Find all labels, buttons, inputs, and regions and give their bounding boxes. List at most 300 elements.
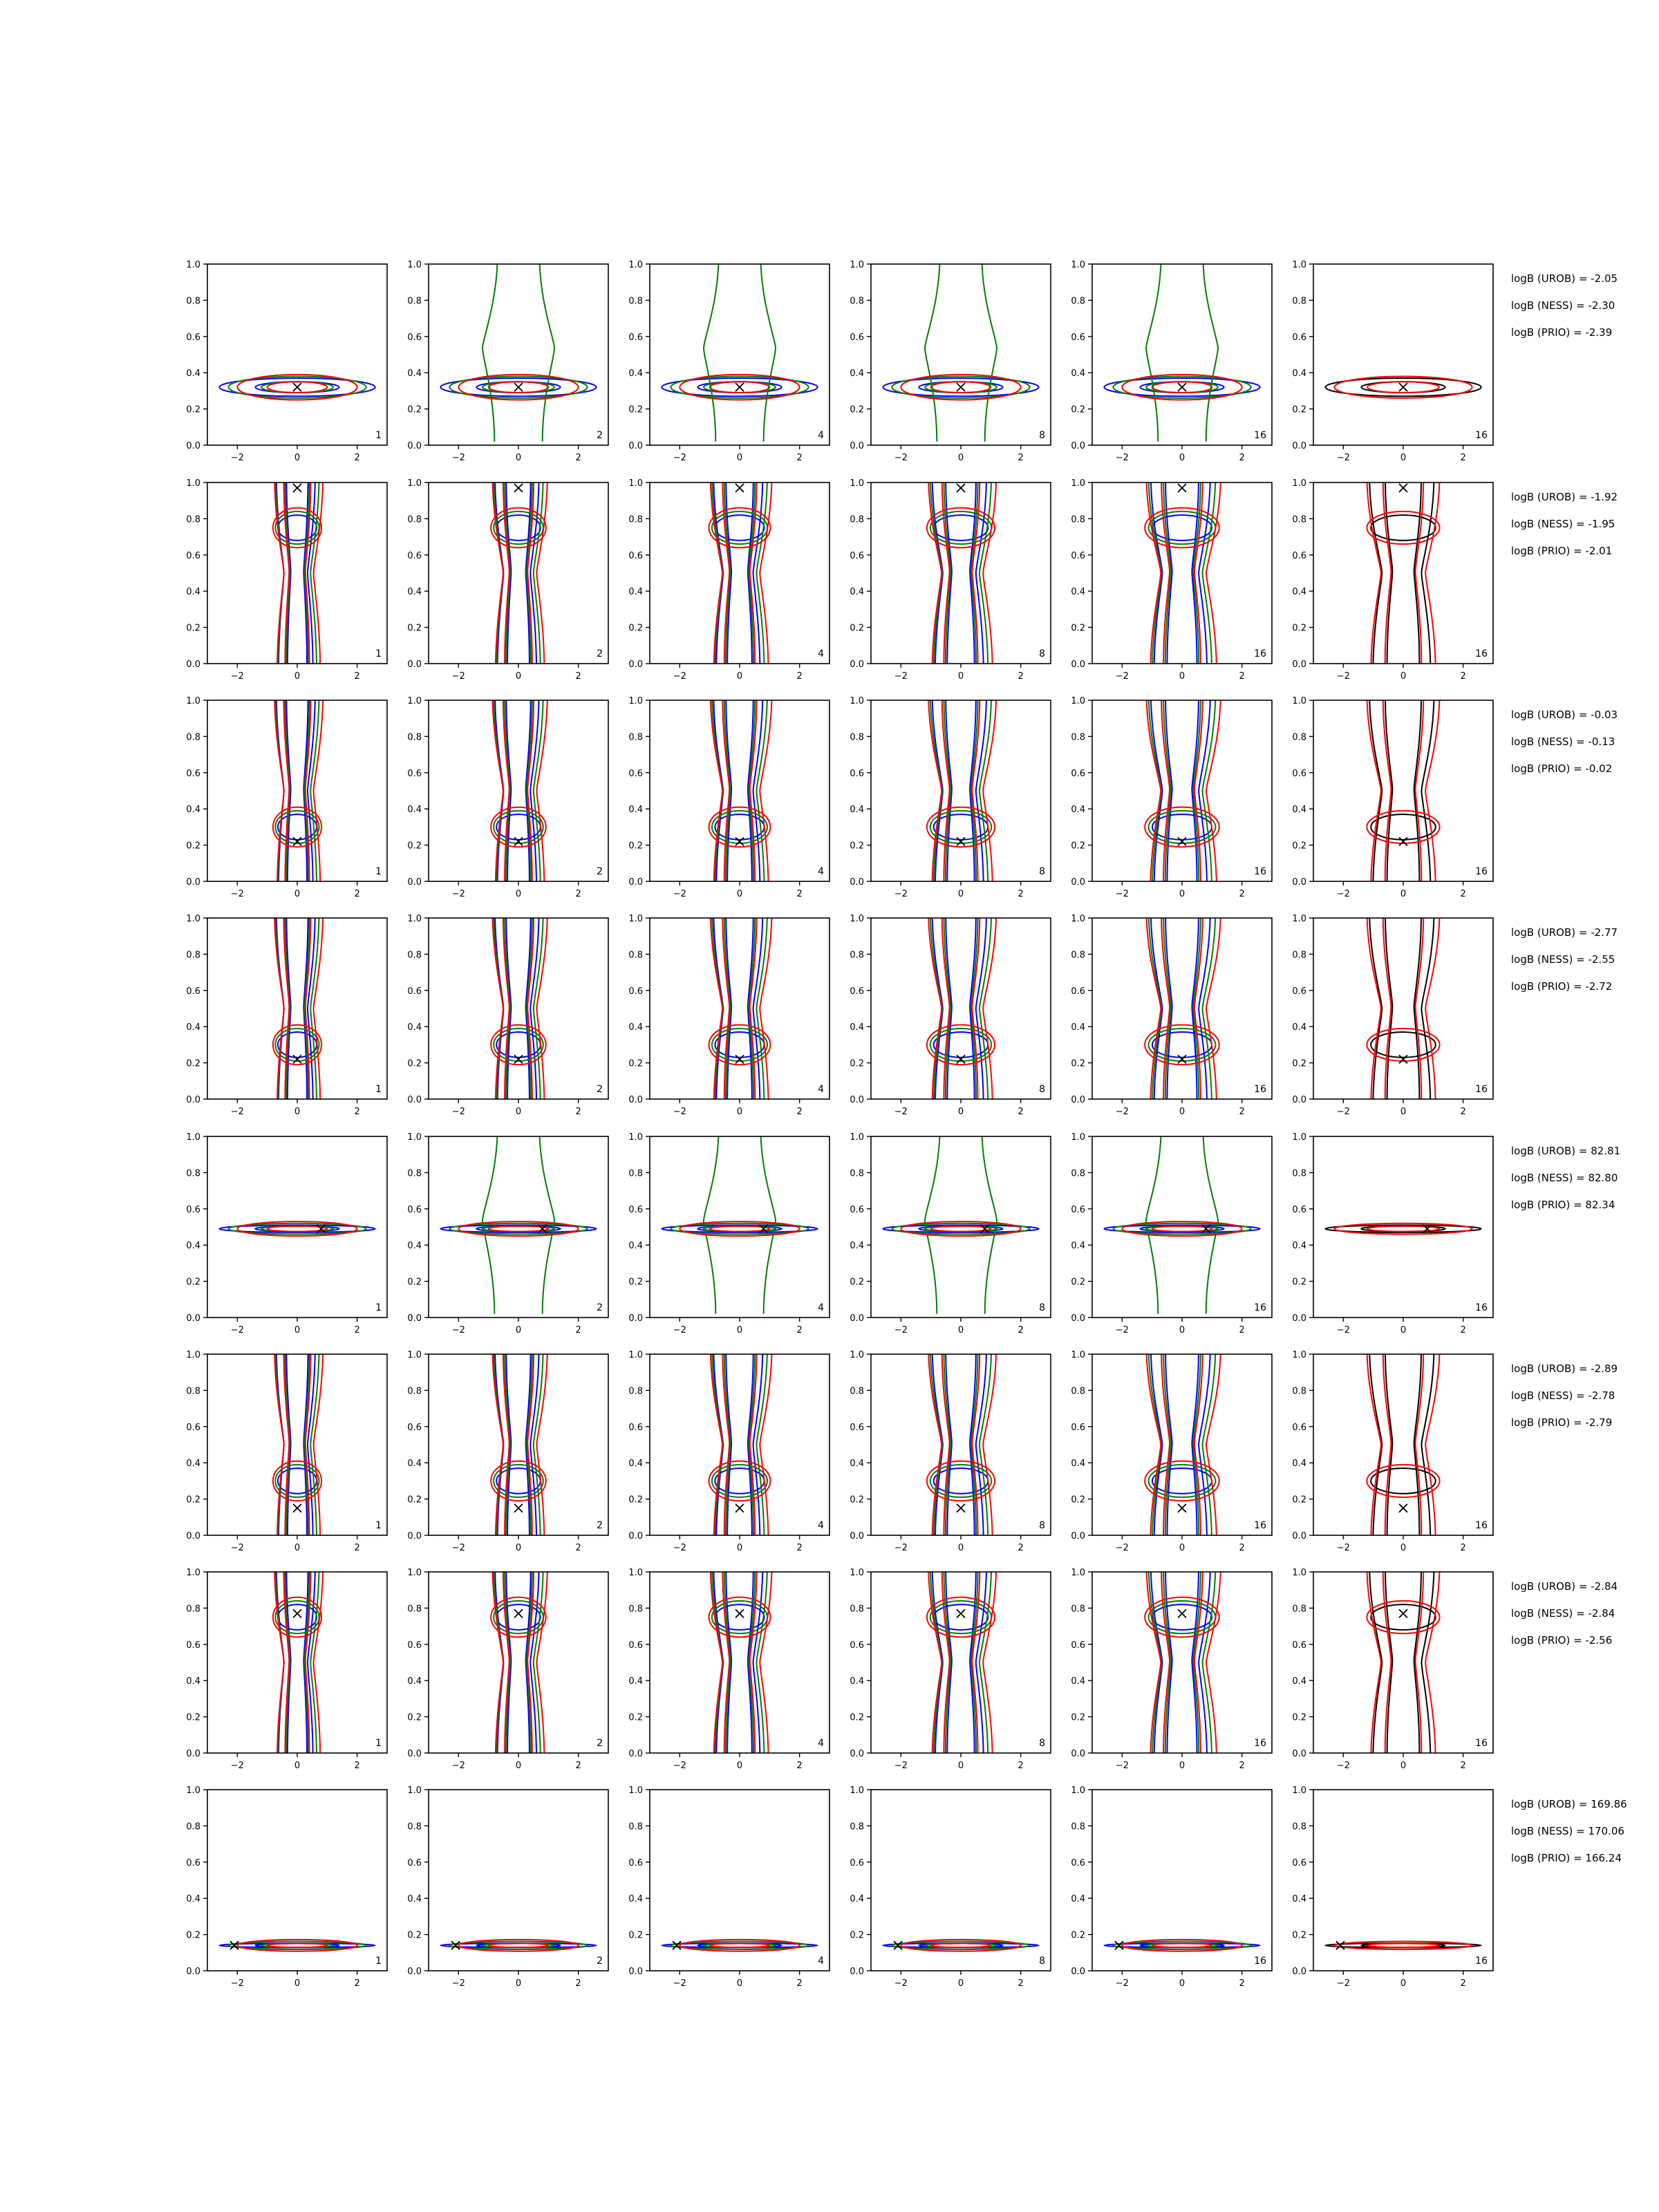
- y-tick-label: 1.0: [407, 1350, 422, 1360]
- contour-group: [709, 909, 772, 1108]
- y-tick-label: 0.8: [186, 1604, 200, 1615]
- y-tick-label: 1.0: [186, 696, 200, 706]
- contour-core: [934, 1604, 988, 1630]
- x-tick-label: 2: [1239, 1978, 1245, 1989]
- truth-marker: [1399, 1609, 1407, 1618]
- contour-core: [1367, 1601, 1439, 1633]
- panel-r6-c3: [628, 1345, 830, 1553]
- contour-outer: [928, 474, 996, 673]
- panel-r1-c1: [186, 260, 387, 463]
- x-tick-label: 0: [1400, 1543, 1407, 1553]
- y-tick-label: 0.6: [1071, 768, 1085, 779]
- y-tick-label: 0.6: [1071, 550, 1085, 561]
- y-tick-label: 0.4: [407, 368, 422, 379]
- y-tick-label: 0.0: [628, 1095, 643, 1105]
- x-tick-label: 2: [796, 1107, 803, 1117]
- x-tick-label: 0: [736, 1761, 743, 1771]
- y-tick-label: 0.2: [407, 623, 422, 634]
- y-tick-label: 0.6: [628, 550, 643, 561]
- x-tick-label: −2: [673, 1978, 686, 1989]
- panel-label: 1: [375, 648, 382, 659]
- y-tick-label: 0.2: [850, 404, 864, 415]
- y-tick-label: 0.6: [850, 1422, 864, 1433]
- y-tick-label: 1.0: [1292, 260, 1306, 270]
- panel-label: 1: [375, 1302, 382, 1313]
- y-tick-label: 0.0: [850, 1313, 864, 1324]
- y-tick-label: 0.8: [1071, 1386, 1085, 1397]
- y-tick-label: 0.2: [850, 623, 864, 634]
- y-tick-label: 0.4: [850, 1459, 864, 1470]
- logb-label-row8: logB (PRIO) = 166.24: [1511, 1852, 1622, 1864]
- x-tick-label: −2: [230, 671, 244, 682]
- panel-label: 8: [1039, 1956, 1045, 1967]
- truth-marker: [735, 383, 744, 391]
- truth-marker: [293, 1055, 301, 1063]
- panel-r1-c4: [850, 255, 1051, 463]
- y-tick-label: 0.6: [628, 1640, 643, 1651]
- contour-inner: [710, 1226, 770, 1232]
- x-tick-label: 0: [1179, 1761, 1185, 1771]
- y-tick-label: 0.4: [186, 1676, 200, 1687]
- panel-label: 16: [1475, 866, 1488, 877]
- x-tick-label: 2: [1239, 453, 1245, 463]
- contour-group: [883, 1127, 1038, 1314]
- logb-label-row7: logB (UROB) = -2.84: [1511, 1580, 1618, 1593]
- y-tick-label: 0.0: [186, 441, 200, 451]
- y-tick-label: 1.0: [1071, 478, 1085, 489]
- y-tick-label: 0.6: [407, 1422, 422, 1433]
- axes-frame: [650, 700, 830, 881]
- x-tick-label: 2: [1460, 453, 1466, 463]
- y-tick-label: 0.6: [186, 986, 200, 997]
- truth-marker: [735, 1504, 744, 1512]
- x-tick-label: −2: [1115, 1978, 1129, 1989]
- contour-inner: [1152, 1943, 1212, 1947]
- y-tick-label: 0.4: [1071, 368, 1085, 379]
- contour-inner: [1383, 697, 1424, 881]
- panel-label: 8: [1039, 648, 1045, 659]
- axes-frame: [650, 918, 830, 1099]
- panel-r7-c6: [1292, 1563, 1493, 1771]
- y-tick-label: 0.0: [1071, 1531, 1085, 1541]
- y-tick-label: 1.0: [850, 1350, 864, 1360]
- y-tick-label: 0.2: [186, 1494, 200, 1506]
- logb-label-row7: logB (NESS) = -2.84: [1511, 1607, 1615, 1620]
- panel-r3-c4: [850, 691, 1051, 899]
- panel-r4-c3: [628, 909, 830, 1117]
- truth-marker: [1178, 383, 1186, 391]
- panel-r2-c3: [628, 474, 830, 682]
- panel-label: 2: [597, 866, 603, 877]
- panel-label: 16: [1254, 1520, 1266, 1531]
- x-tick-label: −2: [1336, 1107, 1350, 1117]
- x-tick-label: 0: [1400, 1978, 1407, 1989]
- y-tick-label: 0.0: [407, 659, 422, 670]
- y-tick-label: 0.2: [628, 841, 643, 852]
- panel-label: 8: [1039, 1738, 1045, 1749]
- y-tick-label: 0.2: [1071, 1930, 1085, 1941]
- y-tick-label: 0.0: [850, 659, 864, 670]
- contour-group: [1367, 474, 1439, 673]
- contour-core: [934, 515, 988, 541]
- truth-marker: [957, 1609, 965, 1618]
- y-tick-label: 0.4: [407, 587, 422, 598]
- contour-core: [496, 515, 541, 541]
- y-tick-label: 0.4: [1292, 1894, 1306, 1905]
- contour-ness-tail: [482, 1127, 554, 1314]
- contour-inner: [489, 1226, 549, 1232]
- x-tick-label: 0: [515, 889, 522, 899]
- y-tick-label: 0.4: [628, 1241, 643, 1252]
- x-tick-label: 0: [1179, 889, 1185, 899]
- x-tick-label: 0: [1179, 453, 1185, 463]
- logb-label-row4: logB (UROB) = -2.77: [1511, 926, 1618, 939]
- truth-marker: [735, 1609, 744, 1618]
- y-tick-label: 0.8: [186, 1168, 200, 1179]
- x-tick-label: 2: [354, 453, 360, 463]
- y-tick-label: 0.4: [628, 1459, 643, 1470]
- x-tick-label: 2: [796, 889, 803, 899]
- logb-label-row5: logB (NESS) = 82.80: [1511, 1172, 1618, 1184]
- y-tick-label: 0.8: [186, 514, 200, 525]
- x-tick-label: 2: [575, 1761, 581, 1771]
- y-tick-label: 0.8: [628, 1168, 643, 1179]
- y-tick-label: 0.8: [850, 296, 864, 307]
- y-tick-label: 0.2: [850, 1494, 864, 1506]
- panel-label: 1: [375, 1956, 382, 1967]
- x-tick-label: 0: [515, 1107, 522, 1117]
- x-tick-label: −2: [894, 1107, 908, 1117]
- x-tick-label: −2: [1115, 1325, 1129, 1335]
- panel-label: 16: [1475, 430, 1488, 441]
- y-tick-label: 0.6: [407, 1857, 422, 1868]
- y-tick-label: 0.2: [186, 404, 200, 415]
- panel-r2-c4: [850, 474, 1051, 682]
- y-tick-label: 0.4: [628, 805, 643, 816]
- x-tick-label: 2: [354, 1325, 360, 1335]
- y-tick-label: 0.2: [1071, 404, 1085, 415]
- y-tick-label: 1.0: [1292, 696, 1306, 706]
- contour-group: [709, 1345, 772, 1544]
- y-tick-label: 0.8: [407, 1821, 422, 1833]
- contour-outer: [928, 1345, 996, 1544]
- contour-group: [440, 255, 596, 442]
- x-tick-label: −2: [230, 453, 244, 463]
- y-tick-label: 0.6: [407, 768, 422, 779]
- x-tick-label: 0: [957, 1325, 964, 1335]
- y-tick-label: 0.2: [628, 1277, 643, 1288]
- contour-inner: [1383, 1568, 1424, 1753]
- y-tick-label: 0.4: [1292, 1676, 1306, 1687]
- y-tick-label: 0.4: [1292, 1241, 1306, 1252]
- x-tick-label: 0: [736, 1325, 743, 1335]
- logb-label-row6: logB (UROB) = -2.89: [1511, 1362, 1618, 1375]
- panel-r6-c6: [1292, 1345, 1493, 1553]
- panel-label: 2: [597, 1084, 603, 1095]
- x-tick-label: −2: [673, 1543, 686, 1553]
- y-tick-label: 0.8: [1071, 1821, 1085, 1833]
- y-tick-label: 0.6: [850, 1204, 864, 1215]
- y-tick-label: 0.8: [628, 1386, 643, 1397]
- y-tick-label: 0.0: [407, 1967, 422, 1977]
- y-tick-label: 0.2: [1071, 623, 1085, 634]
- y-tick-label: 1.0: [186, 478, 200, 489]
- truth-marker: [957, 484, 965, 492]
- panel-label: 2: [597, 1520, 603, 1531]
- y-tick-label: 0.8: [628, 950, 643, 961]
- y-tick-label: 1.0: [850, 1132, 864, 1143]
- y-tick-label: 0.8: [628, 296, 643, 307]
- x-tick-label: 0: [957, 1107, 964, 1117]
- x-tick-label: 2: [1018, 671, 1024, 682]
- x-tick-label: 0: [294, 889, 301, 899]
- panel-label: 4: [818, 1084, 824, 1095]
- y-tick-label: 1.0: [1071, 1568, 1085, 1578]
- contour-group: [1104, 1940, 1259, 1951]
- axes-frame: [429, 918, 608, 1099]
- y-tick-label: 0.0: [628, 1313, 643, 1324]
- y-tick-label: 0.6: [1071, 1204, 1085, 1215]
- contour-core: [927, 1597, 995, 1638]
- axes-frame: [207, 482, 387, 664]
- x-tick-label: 2: [1239, 1761, 1245, 1771]
- x-tick-label: 2: [575, 1978, 581, 1989]
- contour-core: [709, 508, 771, 548]
- x-tick-label: 0: [736, 671, 743, 682]
- y-tick-label: 0.2: [1071, 1277, 1085, 1288]
- y-tick-label: 0.4: [850, 1676, 864, 1687]
- x-tick-label: 2: [1460, 1325, 1466, 1335]
- y-tick-label: 0.0: [1292, 659, 1306, 670]
- y-tick-label: 0.6: [186, 768, 200, 779]
- y-tick-label: 0.0: [1071, 1967, 1085, 1977]
- y-tick-label: 0.6: [850, 768, 864, 779]
- x-tick-label: −2: [894, 889, 908, 899]
- panel-r5-c3: [628, 1127, 830, 1335]
- contour-group: [1145, 691, 1221, 890]
- panel-r2-c5: [1071, 474, 1272, 682]
- y-tick-label: 1.0: [1071, 1785, 1085, 1796]
- contour-group: [491, 1345, 547, 1544]
- contour-group: [662, 1127, 817, 1314]
- panel-r8-c4: [850, 1785, 1051, 1989]
- y-tick-label: 0.8: [628, 732, 643, 743]
- x-tick-label: 0: [294, 1978, 301, 1989]
- y-tick-label: 0.6: [628, 1422, 643, 1433]
- contour-core: [496, 1604, 541, 1630]
- y-tick-label: 0.6: [186, 1204, 200, 1215]
- y-tick-label: 0.6: [186, 1422, 200, 1433]
- axes-frame: [871, 1572, 1051, 1753]
- x-tick-label: 0: [1179, 1978, 1185, 1989]
- y-tick-label: 0.8: [407, 1386, 422, 1397]
- y-tick-label: 0.8: [1292, 1168, 1306, 1179]
- logb-label-row3: logB (UROB) = -0.03: [1511, 709, 1618, 721]
- x-tick-label: 2: [354, 1761, 360, 1771]
- y-tick-label: 0.2: [628, 1058, 643, 1069]
- panel-r5-c4: [850, 1127, 1051, 1335]
- y-tick-label: 0.2: [1292, 1494, 1306, 1506]
- panel-label: 16: [1254, 1956, 1266, 1967]
- contour-group: [273, 691, 323, 890]
- x-tick-label: 0: [736, 1107, 743, 1117]
- y-tick-label: 0.0: [1071, 441, 1085, 451]
- x-tick-label: 0: [1179, 671, 1185, 682]
- y-tick-label: 1.0: [850, 260, 864, 270]
- contour-core: [1371, 1604, 1436, 1630]
- x-tick-label: 2: [575, 1325, 581, 1335]
- y-tick-label: 0.0: [628, 1749, 643, 1759]
- y-tick-label: 0.4: [407, 1022, 422, 1033]
- contour-group: [709, 474, 772, 673]
- panel-label: 16: [1475, 1084, 1488, 1095]
- y-tick-label: 0.8: [850, 950, 864, 961]
- y-tick-label: 0.4: [850, 1894, 864, 1905]
- y-tick-label: 0.4: [186, 1894, 200, 1905]
- y-tick-label: 0.4: [850, 805, 864, 816]
- y-tick-label: 0.0: [1292, 1095, 1306, 1105]
- y-tick-label: 0.4: [186, 805, 200, 816]
- panel-r5-c5: [1071, 1127, 1272, 1335]
- panel-r6-c1: [186, 1345, 387, 1553]
- y-tick-label: 0.8: [407, 514, 422, 525]
- y-tick-label: 0.6: [1071, 1857, 1085, 1868]
- contour-core: [1367, 512, 1439, 544]
- panel-r8-c1: [186, 1785, 387, 1989]
- truth-marker: [514, 837, 523, 845]
- axes-frame: [871, 700, 1051, 881]
- panel-label: 16: [1254, 1302, 1266, 1313]
- y-tick-label: 0.8: [186, 950, 200, 961]
- x-tick-label: 0: [736, 1978, 743, 1989]
- y-tick-label: 0.6: [628, 1204, 643, 1215]
- truth-marker: [1336, 1941, 1344, 1949]
- panel-label: 1: [375, 866, 382, 877]
- panel-label: 16: [1254, 1084, 1266, 1095]
- y-tick-label: 1.0: [850, 1785, 864, 1796]
- y-tick-label: 0.6: [628, 332, 643, 343]
- x-tick-label: −2: [1336, 453, 1350, 463]
- axes-frame: [207, 1572, 387, 1753]
- panel-label: 16: [1254, 430, 1266, 441]
- contour-outer: [1369, 1345, 1434, 1544]
- contour-group: [927, 691, 996, 890]
- contour-group: [273, 1345, 323, 1544]
- y-tick-label: 0.4: [850, 368, 864, 379]
- x-tick-label: −2: [451, 889, 465, 899]
- y-tick-label: 0.2: [407, 1058, 422, 1069]
- x-tick-label: 2: [1018, 1325, 1024, 1335]
- panel-label: 4: [818, 1520, 824, 1531]
- y-tick-label: 0.8: [1292, 1386, 1306, 1397]
- truth-marker: [514, 484, 523, 492]
- y-tick-label: 0.0: [1292, 1313, 1306, 1324]
- contour-outer: [928, 691, 996, 890]
- x-tick-label: 0: [515, 1543, 522, 1553]
- x-tick-label: 2: [1239, 1543, 1245, 1553]
- panel-label: 16: [1475, 1302, 1488, 1313]
- logb-label-row1: logB (UROB) = -2.05: [1511, 272, 1618, 285]
- panel-label: 1: [375, 1084, 382, 1095]
- contour-outer: [1369, 1563, 1434, 1762]
- axes-frame: [650, 264, 830, 445]
- x-tick-label: 0: [1400, 1761, 1407, 1771]
- y-tick-label: 0.6: [1292, 1204, 1306, 1215]
- y-tick-label: 0.8: [1292, 732, 1306, 743]
- contour-ness-tail: [704, 1127, 776, 1314]
- x-tick-label: −2: [230, 1107, 244, 1117]
- y-tick-label: 1.0: [628, 914, 643, 924]
- contour-inner: [489, 1943, 549, 1947]
- y-tick-label: 0.8: [186, 296, 200, 307]
- y-tick-label: 0.0: [850, 1749, 864, 1759]
- logb-label-row4: logB (NESS) = -2.55: [1511, 953, 1615, 966]
- contour-ness-tail: [704, 255, 776, 442]
- y-tick-label: 1.0: [850, 914, 864, 924]
- y-tick-label: 0.4: [1292, 805, 1306, 816]
- y-tick-label: 0.2: [186, 1712, 200, 1723]
- y-tick-label: 0.0: [850, 1967, 864, 1977]
- contour-group: [1145, 1345, 1221, 1544]
- contour-core: [715, 1604, 764, 1630]
- panel-label: 2: [597, 1738, 603, 1749]
- truth-marker: [1399, 1504, 1407, 1512]
- axes-frame: [1313, 1572, 1493, 1753]
- truth-marker: [957, 383, 965, 391]
- x-tick-label: −2: [673, 1761, 686, 1771]
- axes-frame: [429, 700, 608, 881]
- contour-group: [1104, 1127, 1259, 1314]
- panel-label: 16: [1475, 1520, 1488, 1531]
- truth-marker: [957, 837, 965, 845]
- truth-marker: [514, 1055, 523, 1063]
- y-tick-label: 0.4: [628, 1022, 643, 1033]
- contour-core: [927, 508, 995, 548]
- contour-group: [1145, 1563, 1221, 1762]
- y-tick-label: 0.8: [1292, 1604, 1306, 1615]
- y-tick-label: 1.0: [407, 696, 422, 706]
- x-tick-label: −2: [1115, 1543, 1129, 1553]
- y-tick-label: 1.0: [186, 914, 200, 924]
- contour-group: [883, 255, 1038, 442]
- y-tick-label: 0.2: [1292, 1277, 1306, 1288]
- x-tick-label: 0: [1400, 453, 1407, 463]
- panel-label: 8: [1039, 866, 1045, 877]
- y-tick-label: 0.8: [850, 1386, 864, 1397]
- contour-core: [709, 1597, 771, 1638]
- axes-frame: [207, 264, 387, 445]
- x-tick-label: −2: [1336, 1543, 1350, 1553]
- x-tick-label: −2: [1336, 1761, 1350, 1771]
- x-tick-label: 2: [796, 453, 803, 463]
- x-tick-label: 2: [796, 671, 803, 682]
- x-tick-label: 0: [294, 453, 301, 463]
- y-tick-label: 1.0: [186, 260, 200, 270]
- y-tick-label: 0.4: [1292, 1022, 1306, 1033]
- y-tick-label: 0.0: [186, 1095, 200, 1105]
- contour-core: [491, 508, 546, 548]
- x-tick-label: 2: [1239, 1325, 1245, 1335]
- x-tick-label: −2: [894, 1325, 908, 1335]
- y-tick-label: 0.6: [1071, 1640, 1085, 1651]
- contour-ness-tail: [925, 255, 997, 442]
- y-tick-label: 0.2: [628, 1930, 643, 1941]
- y-tick-label: 0.2: [1292, 1930, 1306, 1941]
- y-tick-label: 0.4: [186, 1022, 200, 1033]
- panel-r8-c6: [1292, 1785, 1493, 1989]
- y-tick-label: 0.6: [1292, 332, 1306, 343]
- x-tick-label: −2: [894, 1543, 908, 1553]
